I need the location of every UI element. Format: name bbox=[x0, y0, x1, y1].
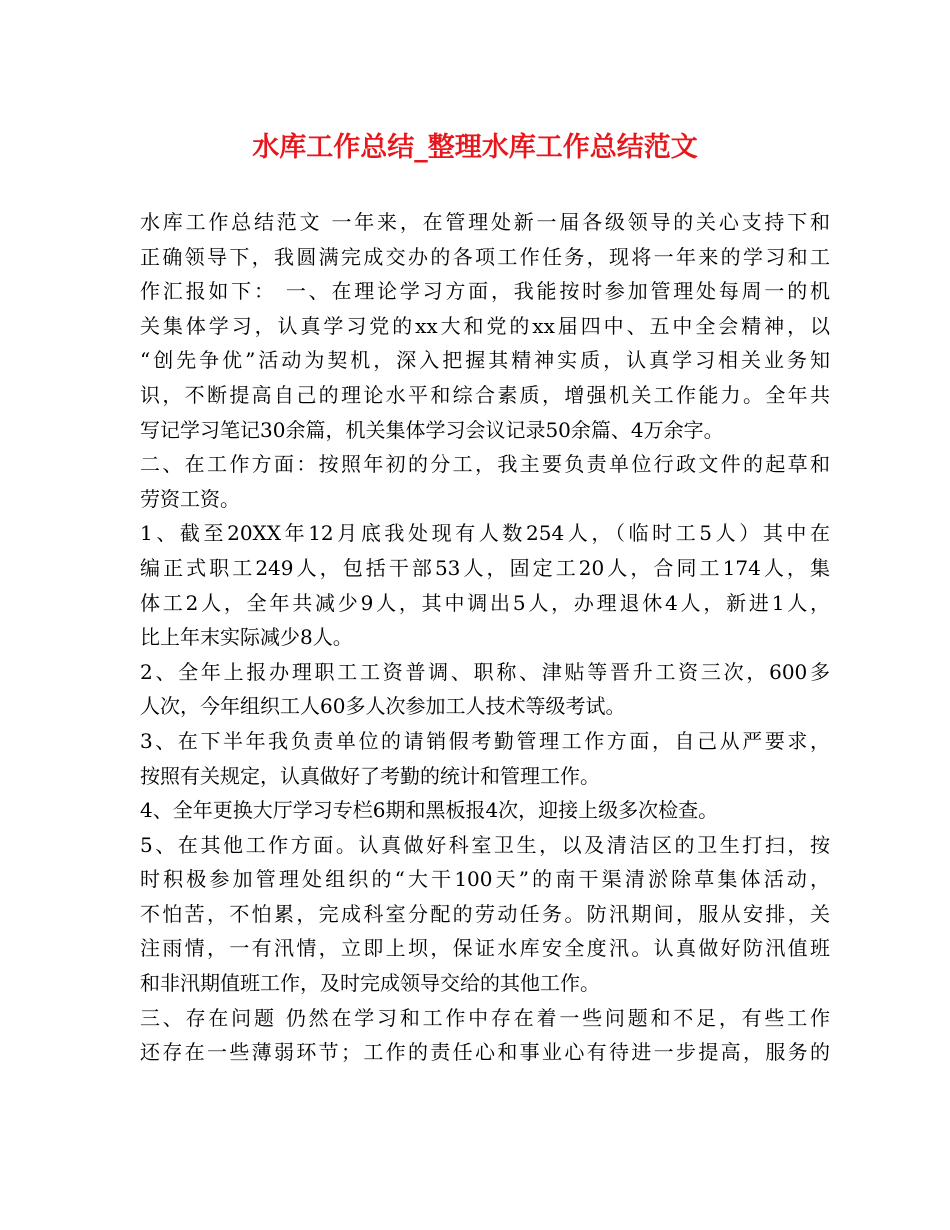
body-line: 编正式职工249人，包括干部53人，固定工20人，合同工174人，集 bbox=[140, 555, 830, 580]
body-line: “创先争优”活动为契机，深入把握其精神实质，认真学习相关业务知 bbox=[140, 348, 830, 373]
body-line: 劳资工资。 bbox=[140, 486, 240, 511]
body-line: 二、在工作方面：按照年初的分工，我主要负责单位行政文件的起草和 bbox=[140, 452, 830, 477]
body-line: 比上年末实际减少8人。 bbox=[140, 625, 353, 650]
body-line: 5、在其他工作方面。认真做好科室卫生，以及清洁区的卫生打扫，按 bbox=[140, 832, 830, 857]
body-line: 2、全年上报办理职工工资普调、职称、津贴等晋升工资三次，600多 bbox=[140, 659, 830, 684]
body-line: 关集体学习，认真学习党的xx大和党的xx届四中、五中全会精神，以 bbox=[140, 313, 830, 338]
body-line: 还存在一些薄弱环节；工作的责任心和事业心有待进一步提高，服务的 bbox=[140, 1040, 830, 1065]
body-line: 写记学习笔记30余篇，机关集体学习会议记录50余篇、4万余字。 bbox=[140, 417, 724, 442]
body-line: 正确领导下，我圆满完成交办的各项工作任务，现将一年来的学习和工 bbox=[140, 244, 830, 269]
body-line: 按照有关规定，认真做好了考勤的统计和管理工作。 bbox=[140, 763, 600, 788]
body-line: 不怕苦，不怕累，完成科室分配的劳动任务。防汛期间，服从安排，关 bbox=[140, 901, 830, 926]
body-line: 三、存在问题 仍然在学习和工作中存在着一些问题和不足，有些工作 bbox=[140, 1005, 830, 1030]
body-line: 人次，今年组织工人60多人次参加工人技术等级考试。 bbox=[140, 694, 626, 719]
body-line: 3、在下半年我负责单位的请销假考勤管理工作方面，自己从严要求， bbox=[140, 728, 830, 753]
document-title: 水库工作总结_整理水库工作总结范文 bbox=[252, 132, 698, 163]
body-line: 和非汛期值班工作，及时完成领导交给的其他工作。 bbox=[140, 971, 600, 996]
body-line: 体工2人，全年共减少9人，其中调出5人，办理退休4人，新进1人， bbox=[140, 590, 830, 615]
body-line: 作汇报如下： 一、在理论学习方面，我能按时参加管理处每周一的机 bbox=[140, 279, 830, 304]
body-line: 识，不断提高自己的理论水平和综合素质，增强机关工作能力。全年共 bbox=[140, 382, 830, 407]
body-line: 时积极参加管理处组织的“大干100天”的南干渠清淤除草集体活动， bbox=[140, 867, 830, 892]
document-body bbox=[140, 205, 830, 1070]
body-line: 注雨情，一有汛情，立即上坝，保证水库安全度汛。认真做好防汛值班 bbox=[140, 936, 830, 961]
body-line: 1、截至20XX年12月底我处现有人数254人，（临时工5人）其中在 bbox=[140, 521, 830, 546]
body-line: 水库工作总结范文 一年来，在管理处新一届各级领导的关心支持下和 bbox=[140, 210, 830, 234]
body-line: 4、全年更换大厅学习专栏6期和黑板报4次，迎接上级多次检查。 bbox=[140, 798, 719, 823]
